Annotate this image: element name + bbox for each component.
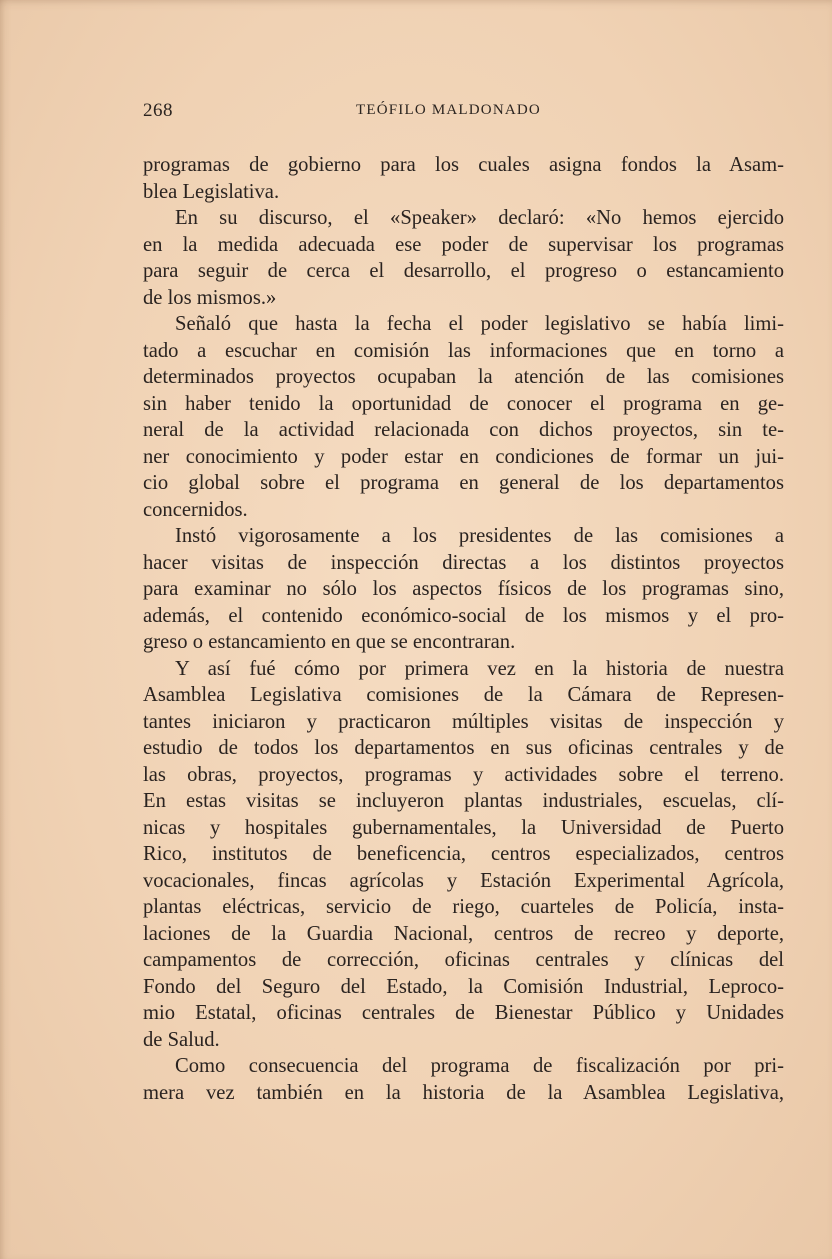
text-line: sin haber tenido la oportunidad de conocer el programa en ge- — [143, 392, 784, 415]
page-header — [143, 100, 783, 128]
text-line: determinados proyectos ocupaban la atención de las comisiones — [143, 366, 784, 388]
text-line: Instó vigorosamente a los presidentes de las comisiones a — [175, 525, 784, 547]
text-line: vocacionales, fincas agrícolas y Estación Experimental Agrícola, — [143, 869, 784, 892]
text-line: cio global sobre el programa en general de los departamentos — [143, 472, 784, 494]
text-line: las obras, proyectos, programas y actividades sobre el terreno. — [143, 763, 784, 786]
text-line: mera vez también en la historia de la Asamblea Legislativa, — [143, 1081, 784, 1104]
text-line: en la medida adecuada ese poder de supervisar los programas — [143, 233, 784, 256]
text-line: programas de gobierno para los cuales asigna fondos la Asam- — [143, 154, 784, 176]
text-line: plantas eléctricas, servicio de riego, cuarteles de Policía, insta- — [143, 896, 784, 918]
text-line: hacer visitas de inspección directas a los distintos proyectos — [143, 551, 784, 574]
text-line: para examinar no sólo los aspectos físicos de los programas sino, — [143, 578, 784, 600]
page-number: 268 — [143, 100, 173, 121]
text-line: tado a escuchar en comisión las informaciones que en torno a — [143, 339, 784, 362]
text-line: En su discurso, el «Speaker» declaró: «No hemos ejercido — [175, 207, 784, 229]
text-line: campamentos de corrección, oficinas centrales y clínicas del — [143, 949, 784, 971]
text-line: de Salud. — [143, 1028, 220, 1051]
text-line: además, el contenido económico-social de los mismos y el pro- — [143, 604, 784, 627]
text-line: de los mismos.» — [143, 286, 277, 309]
text-line: concernidos. — [143, 498, 248, 521]
text-line: ner conocimiento y poder estar en condiciones de formar un jui- — [143, 445, 784, 468]
text-line: greso o estancamiento en que se encontraran. — [143, 631, 516, 653]
text-line: tantes iniciaron y practicaron múltiples visitas de inspección y — [143, 710, 784, 733]
text-line: para seguir de cerca el desarrollo, el progreso o estancamiento — [143, 260, 784, 282]
text-line: Como consecuencia del programa de fiscalización por pri- — [175, 1055, 784, 1077]
text-line: Asamblea Legislativa comisiones de la Cámara de Represen- — [143, 684, 784, 706]
running-head: TEÓFILO MALDONADO — [356, 102, 541, 118]
text-line: blea Legislativa. — [143, 180, 280, 203]
text-line: mio Estatal, oficinas centrales de Bienestar Público y Unidades — [143, 1002, 784, 1024]
text-line: Señaló que hasta la fecha el poder legislativo se había limi- — [175, 313, 784, 335]
text-line: Fondo del Seguro del Estado, la Comisión Industrial, Leproco- — [143, 975, 784, 998]
body-text — [143, 152, 784, 1106]
text-line: Rico, institutos de beneficencia, centros especializados, centros — [143, 843, 784, 865]
text-line: neral de la actividad relacionada con dichos proyectos, sin te- — [143, 419, 784, 441]
text-line: estudio de todos los departamentos en sus oficinas centrales y de — [143, 737, 784, 759]
text-line: Y así fué cómo por primera vez en la historia de nuestra — [175, 657, 784, 680]
text-line: laciones de la Guardia Nacional, centros de recreo y deporte, — [143, 922, 784, 945]
text-line: En estas visitas se incluyeron plantas industriales, escuelas, clí- — [143, 790, 784, 812]
text-line: nicas y hospitales gubernamentales, la Universidad de Puerto — [143, 816, 784, 839]
